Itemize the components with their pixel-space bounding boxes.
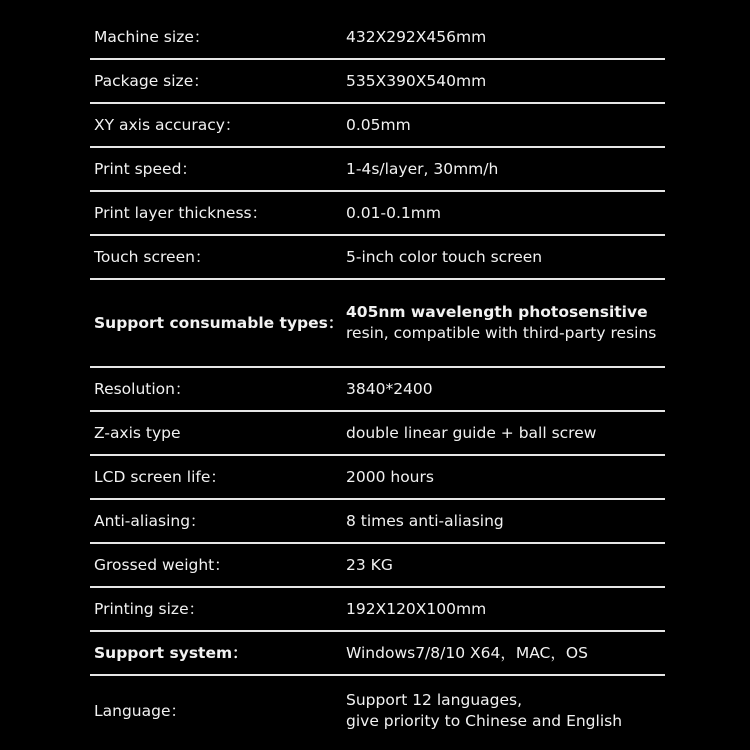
spec-row-layer-thickness [90,192,665,236]
spec-row-language [90,676,665,746]
spec-label: Package size： [94,72,209,90]
spec-value [346,159,665,180]
spec-value [346,247,665,268]
spec-label: LCD screen life： [94,468,226,486]
spec-row-touch-screen [90,236,665,280]
spec-label: Print speed： [94,160,197,178]
spec-value-line: 405nm wavelength photosensitive [346,303,648,321]
spec-value-line: Windows7/8/10 X64，MAC，OS [346,643,588,662]
spec-label: Language： [94,702,186,720]
spec-value [346,71,665,92]
spec-value-line: 2000 hours [346,467,434,486]
spec-value-line: give priority to Chinese and English [346,712,623,730]
spec-value [346,467,665,488]
spec-row-support-system [90,632,665,676]
spec-label: Printing size： [94,600,205,618]
spec-label: Anti-aliasing： [94,512,206,530]
spec-label: Resolution： [94,380,191,398]
spec-row-anti-aliasing [90,500,665,544]
spec-value [346,115,665,136]
spec-value-line: 5-inch color touch screen [346,247,543,266]
spec-value-line: 535X390X540mm [346,71,487,90]
spec-row-print-speed [90,148,665,192]
spec-value [346,423,665,444]
spec-row-printing-size [90,588,665,632]
spec-label: Z-axis type [94,424,181,442]
spec-row-resolution [90,368,665,412]
spec-row-consumable-types [90,280,665,368]
spec-row-lcd-life [90,456,665,500]
spec-value-line: 8 times anti-aliasing [346,511,504,530]
spec-value-line: 192X120X100mm [346,599,487,618]
spec-value-line: 1-4s/layer, 30mm/h [346,159,499,178]
spec-value [346,643,665,664]
spec-value-line: Support 12 languages, [346,691,523,709]
spec-value [346,690,665,732]
spec-value-line: resin, compatible with third-party resins [346,324,657,342]
spec-label: Support system： [94,644,248,662]
spec-label: XY axis accuracy： [94,116,241,134]
spec-label: Machine size： [94,28,210,46]
spec-value-line: 23 KG [346,555,393,574]
spec-label: Grossed weight： [94,556,230,574]
spec-row-machine-size [90,16,665,60]
spec-value-line: 0.01-0.1mm [346,203,441,222]
spec-value [346,27,665,48]
spec-value-line: 0.05mm [346,115,411,134]
spec-value [346,555,665,576]
spec-value [346,599,665,620]
spec-row-xy-accuracy [90,104,665,148]
spec-label: Support consumable types： [94,314,344,332]
spec-row-package-size [90,60,665,104]
spec-table [90,16,665,746]
spec-row-gross-weight [90,544,665,588]
spec-value-line: 432X292X456mm [346,27,487,46]
spec-row-z-axis-type [90,412,665,456]
spec-value [346,302,665,344]
spec-value-line: double linear guide + ball screw [346,423,597,442]
spec-value [346,379,665,400]
spec-label: Touch screen： [94,248,211,266]
spec-value-line: 3840*2400 [346,379,433,398]
spec-label: Print layer thickness： [94,204,268,222]
spec-value [346,511,665,532]
spec-value [346,203,665,224]
